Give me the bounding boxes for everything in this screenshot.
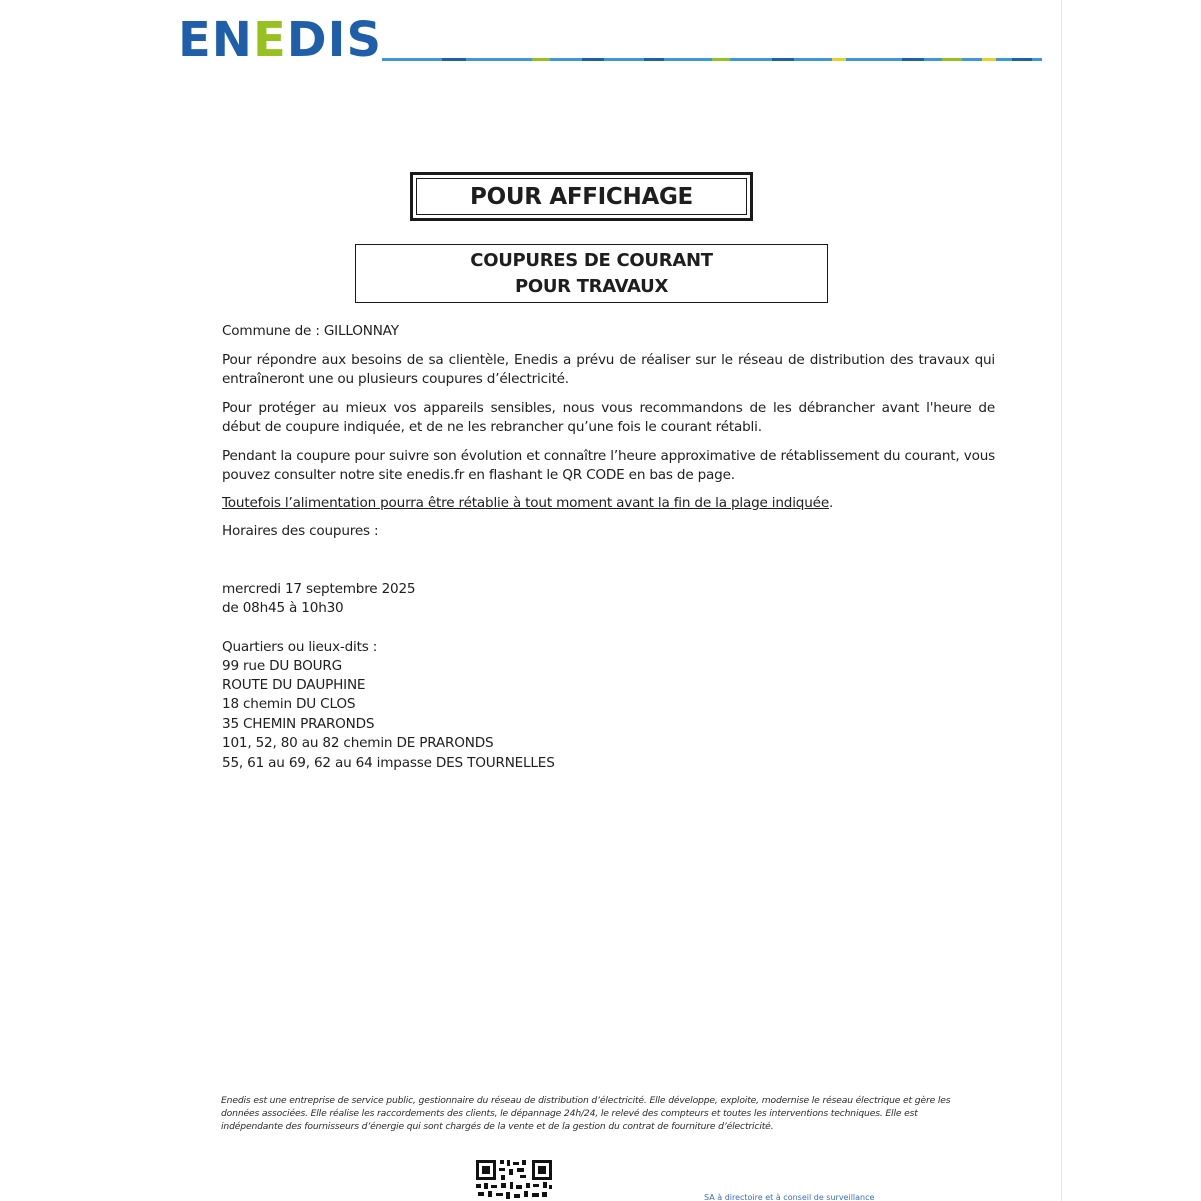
place-item: 99 rue DU BOURG bbox=[222, 658, 342, 674]
commune-line: Commune de : GILLONNAY bbox=[222, 323, 399, 339]
qr-code-icon[interactable] bbox=[475, 1159, 553, 1201]
warning-period: . bbox=[828, 495, 834, 511]
page-title: POUR AFFICHAGE bbox=[416, 178, 747, 215]
paragraph-recommendation: Pour protéger au mieux vos appareils sensibles, nous vous recommandons de les débrancher avant l'heure de début de coupure indiquée, et de ne les rebrancher qu’une fois le courant rétabli. bbox=[222, 400, 995, 435]
subtitle-box bbox=[355, 244, 828, 303]
paragraph-intro: Pour répondre aux besoins de sa clientèle, Enedis a prévu de réaliser sur le réseau de distribution des travaux qui entraîneront une ou plusieurs coupures d’électricité. bbox=[222, 352, 995, 387]
place-item: 18 chemin DU CLOS bbox=[222, 696, 356, 712]
title-box bbox=[410, 172, 753, 221]
outage-time-range: de 08h45 à 10h30 bbox=[222, 600, 344, 616]
place-item: 101, 52, 80 au 82 chemin DE PRARONDS bbox=[222, 735, 494, 751]
corporate-line: SA à directoire et à conseil de surveillance bbox=[704, 1193, 875, 1201]
paragraph-qr-info: Pendant la coupure pour suivre son évolution et connaître l’heure approximative de rétablissement du courant, vous pouvez consulter notre site enedis.fr en flashant le QR CODE en bas de page. bbox=[222, 448, 995, 483]
warning-line bbox=[222, 494, 995, 513]
logo-text-e: E bbox=[252, 12, 287, 68]
schedule-label: Horaires des coupures : bbox=[222, 523, 379, 539]
place-item: 55, 61 au 69, 62 au 64 impasse DES TOURNELLES bbox=[222, 755, 555, 771]
enedis-logo bbox=[178, 10, 382, 70]
logo-text-dis: DIS bbox=[286, 12, 383, 68]
warning-text: Toutefois l’alimentation pourra être rétablie à tout moment avant la fin de la plage indiquée bbox=[222, 495, 829, 511]
place-item: 35 CHEMIN PRARONDS bbox=[222, 716, 375, 732]
logo-text-en: EN bbox=[178, 12, 253, 68]
places-label: Quartiers ou lieux-dits : bbox=[222, 639, 378, 655]
outage-date: mercredi 17 septembre 2025 bbox=[222, 581, 416, 597]
place-item: ROUTE DU DAUPHINE bbox=[222, 677, 366, 693]
header-dashed-line bbox=[382, 58, 1042, 61]
page-edge bbox=[1061, 0, 1062, 1201]
subtitle-line-2: POUR TRAVAUX bbox=[514, 275, 669, 297]
subtitle-line-1: COUPURES DE COURANT bbox=[470, 249, 713, 271]
company-disclaimer: Enedis est une entreprise de service public, gestionnaire du réseau de distribution d’électricité. Elle développe, exploite, modernise le réseau électrique et gère les données associées. Elle réalise les raccordements des clients, le dépannage 24h/24, le relevé des compteurs et toutes les interventions techniques. Elle est indépendante des fournisseurs d’énergie qui sont chargés de la vente et de la gestion du contrat de fourniture d’électricité. bbox=[221, 1095, 951, 1133]
